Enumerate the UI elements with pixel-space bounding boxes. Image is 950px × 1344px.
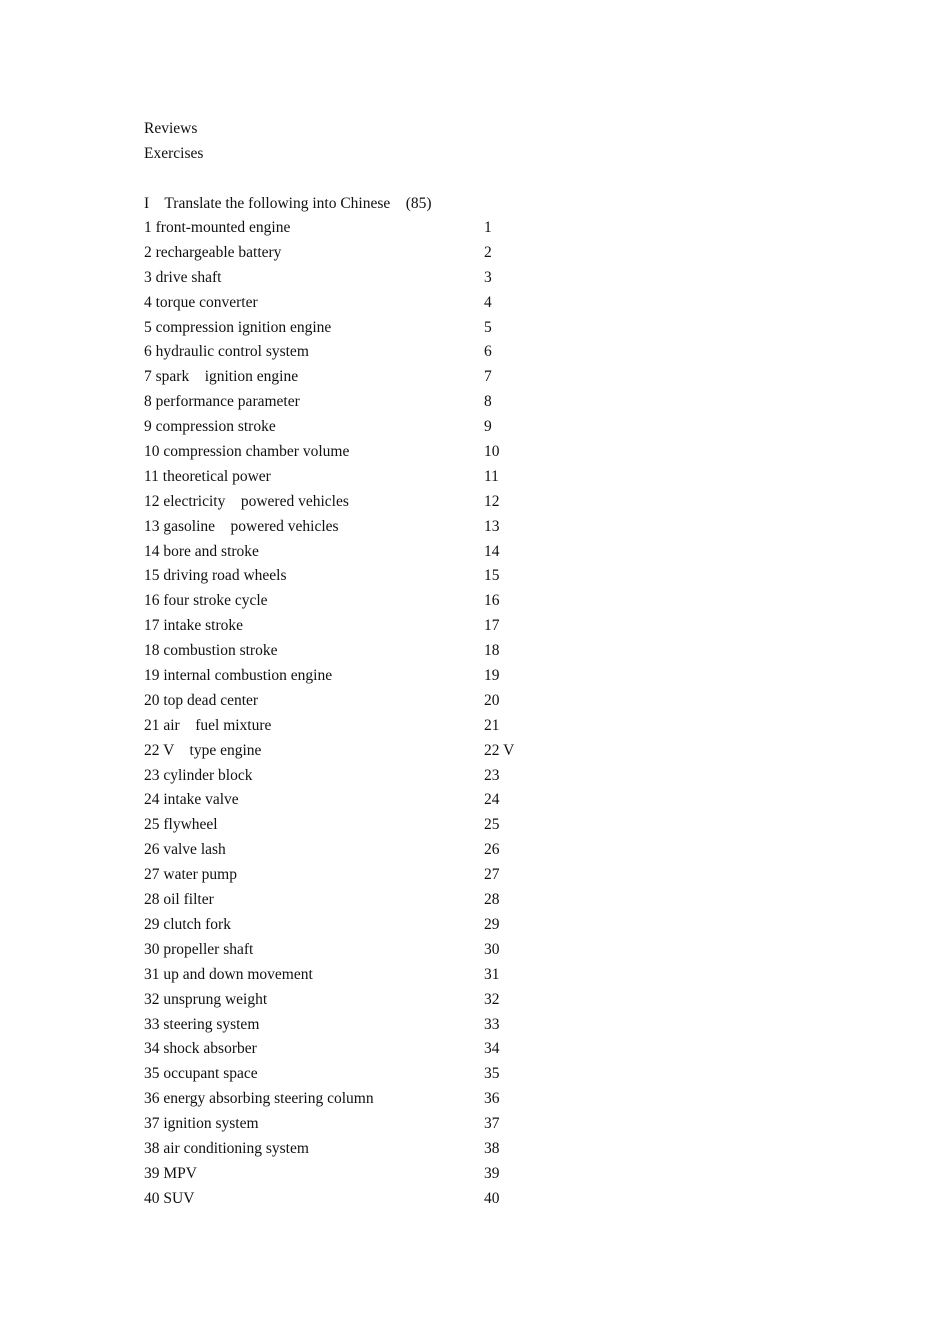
answer-number: 4 <box>484 293 492 311</box>
answer-number: 1 <box>484 219 492 236</box>
answer-number: 5 <box>484 318 492 336</box>
answer-number: 15 <box>484 567 500 585</box>
term-text: 6 hydraulic control system <box>144 343 309 361</box>
answer-number: 21 <box>484 716 500 734</box>
list-item <box>144 1112 564 1137</box>
list-item <box>144 1162 564 1187</box>
answer-number: 36 <box>484 1090 500 1108</box>
term-text: 15 driving road wheels <box>144 567 287 585</box>
answer-number: 31 <box>484 965 500 983</box>
term-text: 31 up and down movement <box>144 965 313 983</box>
term-text: 39 MPV <box>144 1164 197 1182</box>
answer-number: 2 <box>484 243 492 261</box>
term-text: 35 occupant space <box>144 1065 258 1083</box>
term-text: 33 steering system <box>144 1015 260 1033</box>
term-text: 19 internal combustion engine <box>144 667 333 685</box>
list-item <box>144 415 564 440</box>
term-text: 40 SUV <box>144 1189 195 1207</box>
term-text: 25 flywheel <box>144 816 218 834</box>
answer-number: 26 <box>484 841 500 859</box>
list-item <box>144 390 564 415</box>
answer-number: 28 <box>484 891 500 909</box>
term-text: 38 air conditioning system <box>144 1139 309 1157</box>
answer-number: 33 <box>484 1015 500 1033</box>
answer-number: 37 <box>484 1115 500 1133</box>
answer-number: 27 <box>484 866 500 884</box>
term-text: 17 intake stroke <box>144 617 244 635</box>
answer-number: 29 <box>484 915 500 933</box>
list-item <box>144 963 564 988</box>
exercises-heading: Exercises <box>144 145 204 162</box>
list-item <box>144 1062 564 1087</box>
list-item <box>144 465 564 490</box>
answer-number: 35 <box>484 1065 500 1083</box>
term-text: 36 energy absorbing steering column <box>144 1090 374 1108</box>
list-item <box>144 1187 564 1212</box>
term-text: 37 ignition system <box>144 1115 259 1133</box>
list-item <box>144 340 564 365</box>
list-item <box>144 938 564 963</box>
term-text: 21 air fuel mixture <box>144 716 272 734</box>
answer-number: 20 <box>484 691 500 709</box>
section-title: I Translate the following into Chinese (85) <box>144 195 432 212</box>
answer-number: 9 <box>484 418 492 436</box>
list-item <box>144 614 564 639</box>
answer-number: 13 <box>484 517 500 535</box>
answer-number: 38 <box>484 1139 500 1157</box>
answer-number: 23 <box>484 766 500 784</box>
answer-number: 3 <box>484 268 492 286</box>
term-text: 5 compression ignition engine <box>144 318 332 336</box>
list-item <box>144 316 564 341</box>
answer-number: 7 <box>484 368 492 386</box>
term-text: 20 top dead center <box>144 691 259 709</box>
answer-number: 25 <box>484 816 500 834</box>
term-text: 24 intake valve <box>144 791 239 809</box>
answer-number: 12 <box>484 492 500 510</box>
list-item <box>144 838 564 863</box>
list-item <box>144 913 564 938</box>
list-item <box>144 1137 564 1162</box>
list-item <box>144 764 564 789</box>
list-item <box>144 1087 564 1112</box>
term-text: 2 rechargeable battery <box>144 243 282 261</box>
term-text: 22 V type engine <box>144 741 262 759</box>
term-text: 29 clutch fork <box>144 915 231 933</box>
term-text: 7 spark ignition engine <box>144 368 299 386</box>
answer-number: 18 <box>484 642 500 660</box>
reviews-heading: Reviews <box>144 120 198 137</box>
list-item <box>144 540 564 565</box>
answer-number: 8 <box>484 393 492 411</box>
term-text: 26 valve lash <box>144 841 226 859</box>
answer-number: 16 <box>484 592 500 610</box>
list-item <box>144 1013 564 1038</box>
list-item <box>144 863 564 888</box>
term-text: 28 oil filter <box>144 891 214 909</box>
term-text: 23 cylinder block <box>144 766 253 784</box>
answer-number: 11 <box>484 467 499 485</box>
list-item <box>144 589 564 614</box>
list-item <box>144 241 564 266</box>
answer-number: 14 <box>484 542 500 560</box>
term-text: 1 front-mounted engine <box>144 219 291 236</box>
term-text: 14 bore and stroke <box>144 542 259 560</box>
term-text: 32 unsprung weight <box>144 990 268 1008</box>
term-text: 13 gasoline powered vehicles <box>144 517 339 535</box>
list-item <box>144 988 564 1013</box>
term-text: 3 drive shaft <box>144 268 222 286</box>
list-item <box>144 788 564 813</box>
list-item <box>144 365 564 390</box>
answer-number: 10 <box>484 443 500 461</box>
term-text: 9 compression stroke <box>144 418 276 436</box>
list-item <box>144 216 564 241</box>
answer-number: 30 <box>484 940 500 958</box>
term-text: 34 shock absorber <box>144 1040 257 1058</box>
answer-number: 17 <box>484 617 500 635</box>
answer-number: 32 <box>484 990 500 1008</box>
answer-number: 19 <box>484 667 500 685</box>
term-text: 12 electricity powered vehicles <box>144 492 349 510</box>
list-item <box>144 515 564 540</box>
answer-number: 24 <box>484 791 500 809</box>
list-item <box>144 739 564 764</box>
answer-number: 22 V <box>484 741 515 759</box>
answer-number: 40 <box>484 1189 500 1207</box>
list-item <box>144 813 564 838</box>
list-item <box>144 564 564 589</box>
term-text: 10 compression chamber volume <box>144 443 350 461</box>
term-text: 30 propeller shaft <box>144 940 254 958</box>
list-item <box>144 714 564 739</box>
term-text: 4 torque converter <box>144 293 258 311</box>
list-item <box>144 1037 564 1062</box>
list-item <box>144 440 564 465</box>
answer-number: 6 <box>484 343 492 361</box>
answer-number: 34 <box>484 1040 500 1058</box>
term-text: 8 performance parameter <box>144 393 300 411</box>
list-item <box>144 291 564 316</box>
answer-number: 39 <box>484 1164 500 1182</box>
term-text: 18 combustion stroke <box>144 642 278 660</box>
list-item <box>144 639 564 664</box>
list-item <box>144 689 564 714</box>
list-item <box>144 266 564 291</box>
list-item <box>144 888 564 913</box>
term-text: 16 four stroke cycle <box>144 592 268 610</box>
term-text: 11 theoretical power <box>144 467 271 485</box>
term-text: 27 water pump <box>144 866 237 884</box>
list-item <box>144 664 564 689</box>
term-list <box>144 216 564 1212</box>
list-item <box>144 490 564 515</box>
